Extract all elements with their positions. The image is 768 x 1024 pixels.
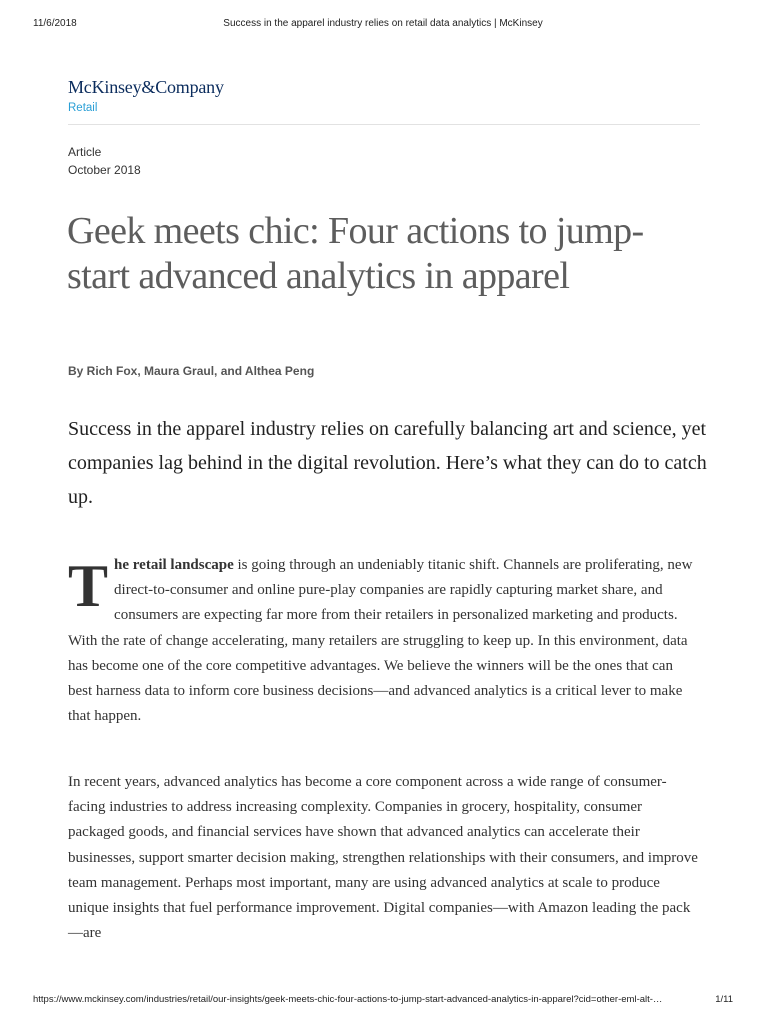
print-date: 11/6/2018: [33, 18, 77, 29]
paragraph-1-text: is going through an undeniably titanic shift. Channels are proliferating, new direct-to-consumer and online pure-play companies are rapidly capturing market share, and consumers are expecting far more from their retailers in personalized marketing and products. With the rate of change accelerating, many retailers are struggling to keep up. In this environment, data has become one of the core competitive advantages. We believe the winners will be the ones that can best harness data to inform core business decisions—and advanced analytics is a critical lever to make that happen.: [68, 557, 693, 725]
lead-in: he retail landscape: [114, 557, 234, 573]
article-dek: Success in the apparel industry relies on carefully balancing art and science, yet companies lag behind in the digital revolution. Here’s what they can do to catch up.: [68, 418, 707, 508]
article-date: October 2018: [68, 163, 141, 177]
print-doc-title: Success in the apparel industry relies on retail data analytics | McKinsey: [223, 18, 543, 29]
body-paragraph-1: [68, 553, 698, 729]
article-type: Article: [68, 145, 102, 159]
print-footer: [33, 994, 733, 1008]
article-byline: By Rich Fox, Maura Graul, and Althea Peng: [68, 364, 315, 378]
print-url: https://www.mckinsey.com/industries/retail/our-insights/geek-meets-chic-four-actions-to-jump-start-advanced-analytics-in-apparel?cid=other-eml-alt-…: [33, 994, 663, 1005]
page-number: 1/11: [715, 994, 733, 1005]
article-headline: Geek meets chic: Four actions to jump-start advanced analytics in apparel: [67, 210, 644, 297]
body-paragraph-2: In recent years, advanced analytics has become a core component across a wide range of consumer-facing industries to address increasing complexity. Companies in grocery, hospitality, consumer packaged goods, and financial services have shown that advanced analytics can accelerate their businesses, support smarter decision making, strengthen relationships with their consumers, and improve team management. Perhaps most important, many are using advanced analytics at scale to produce unique insights that fuel performance improvement. Digital companies—with Amazon leading the pack—are: [68, 774, 698, 942]
drop-cap: T: [68, 553, 109, 619]
print-header: [33, 18, 733, 32]
header-divider: [68, 124, 700, 125]
mckinsey-logo[interactable]: McKinsey&Company: [68, 77, 224, 97]
section-link-retail[interactable]: Retail: [68, 102, 98, 114]
